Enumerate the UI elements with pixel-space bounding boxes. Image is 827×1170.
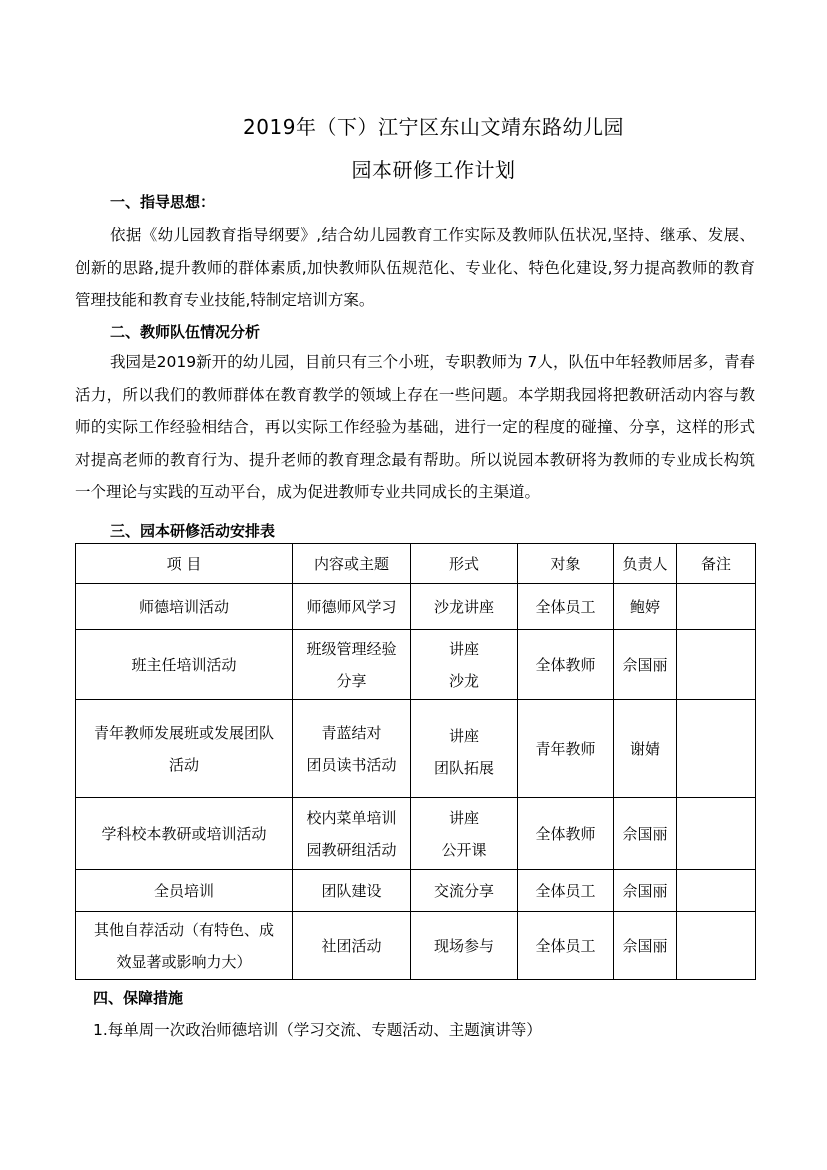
- header-target: 对象: [518, 544, 614, 584]
- cell-target: 全体员工: [518, 870, 614, 912]
- cell-project: 学科校本教研或培训活动: [76, 798, 293, 870]
- header-owner: 负责人: [614, 544, 677, 584]
- cell-content-line1: 班级管理经验: [306, 639, 397, 658]
- cell-owner: 鲍婷: [614, 584, 677, 630]
- header-content: 内容或主题: [293, 544, 411, 584]
- cell-form: [411, 630, 518, 700]
- cell-form: [411, 700, 518, 798]
- header-note: 备注: [677, 544, 756, 584]
- cell-note: [677, 798, 756, 870]
- table-row: [76, 584, 756, 630]
- cell-content: 师德师风学习: [293, 584, 411, 630]
- section3-heading-text: 三、园本研修活动安排表: [110, 522, 276, 540]
- cell-form: 现场参与: [411, 912, 518, 980]
- cell-project-line1: 其他自荐活动（有特色、成: [93, 920, 274, 939]
- document-title-line1: 2019年（下）江宁区东山文靖东路幼儿园: [243, 115, 624, 139]
- cell-content: [293, 700, 411, 798]
- section4-item: 1.每单周一次政治师德培训（学习交流、专题活动、主题演讲等）: [93, 1021, 542, 1039]
- cell-owner: 谢婧: [614, 700, 677, 798]
- cell-target: 全体员工: [518, 912, 614, 980]
- table-header-row: [76, 544, 756, 584]
- section2-paragraph: 我园是2019新开的幼儿园，目前只有三个小班，专职教师为 7人，队伍中年轻教师居多，青春活力，所以我们的教师群体在教育教学的领域上存在一些问题。本学期我园将把教研活动内容与教师的实际工作经验相结合，再以实际工作经验为基础，进行一定的程度的碰撞、分享，这样的形式对提高老师的教育行为、提升老师的教育理念最有帮助。所以说园本教研将为教师的专业成长构筑一个理论与实践的互动平台，成为促进教师专业共同成长的主渠道。: [75, 353, 755, 501]
- section1-heading: 一、指导思想：: [110, 193, 216, 211]
- cell-content: 团队建设: [293, 870, 411, 912]
- cell-project: [76, 700, 293, 798]
- cell-form: 沙龙讲座: [411, 584, 518, 630]
- header-project: 项 目: [76, 544, 293, 584]
- cell-owner: 佘国丽: [614, 912, 677, 980]
- header-form: 形式: [411, 544, 518, 584]
- document-title-line2: 园本研修工作计划: [351, 158, 516, 182]
- cell-project: 班主任培训活动: [76, 630, 293, 700]
- table-row: [76, 870, 756, 912]
- section1-paragraph: 依据《幼儿园教育指导纲要》,结合幼儿园教育工作实际及教师队伍状况,坚持、继承、发展、创新的思路,提升教师的群体素质,加快教师队伍规范化、专业化、特色化建设,努力提高教师的教育管理技能和教育专业技能,特制定培训方案。: [75, 226, 755, 309]
- cell-content-line2: 分享: [336, 671, 367, 690]
- cell-note: [677, 584, 756, 630]
- cell-target: 青年教师: [518, 700, 614, 798]
- cell-target: 全体员工: [518, 584, 614, 630]
- cell-target: 全体教师: [518, 798, 614, 870]
- section2-heading: 二、教师队伍情况分析: [110, 323, 261, 341]
- cell-content: [293, 630, 411, 700]
- cell-project-line2: 效显著或影响力大）: [116, 952, 252, 971]
- cell-content: 社团活动: [293, 912, 411, 980]
- cell-form-line1: 讲座: [448, 726, 479, 745]
- cell-note: [677, 912, 756, 980]
- table-row: [76, 630, 756, 700]
- table-row: [76, 798, 756, 870]
- cell-content-line2: 园教研组活动: [306, 840, 397, 859]
- cell-target: 全体教师: [518, 630, 614, 700]
- cell-project: 全员培训: [76, 870, 293, 912]
- section4-heading: 四、保障措施: [93, 989, 184, 1007]
- cell-owner: 佘国丽: [614, 630, 677, 700]
- cell-project: [76, 912, 293, 980]
- cell-note: [677, 630, 756, 700]
- cell-form: [411, 798, 518, 870]
- cell-content-line2: 团员读书活动: [306, 755, 397, 774]
- table-row: [76, 912, 756, 980]
- cell-form-line2: 团队拓展: [433, 758, 494, 777]
- cell-owner: 佘国丽: [614, 798, 677, 870]
- cell-form-line2: 公开课: [441, 840, 487, 859]
- cell-form-line2: 沙龙: [448, 671, 479, 690]
- activity-schedule-table: [75, 543, 756, 980]
- section3-heading: [110, 520, 275, 541]
- cell-note: [677, 700, 756, 798]
- cell-content-line1: 青蓝结对: [321, 723, 382, 742]
- cell-project-line2: 活动: [168, 755, 199, 774]
- cell-form: 交流分享: [411, 870, 518, 912]
- cell-content: [293, 798, 411, 870]
- cell-owner: 佘国丽: [614, 870, 677, 912]
- cell-form-line1: 讲座: [448, 639, 479, 658]
- cell-project: 师德培训活动: [76, 584, 293, 630]
- cell-project-line1: 青年教师发展班或发展团队: [93, 723, 274, 742]
- table-row: [76, 700, 756, 798]
- cell-form-line1: 讲座: [448, 808, 479, 827]
- cell-content-line1: 校内菜单培训: [306, 808, 397, 827]
- cell-note: [677, 870, 756, 912]
